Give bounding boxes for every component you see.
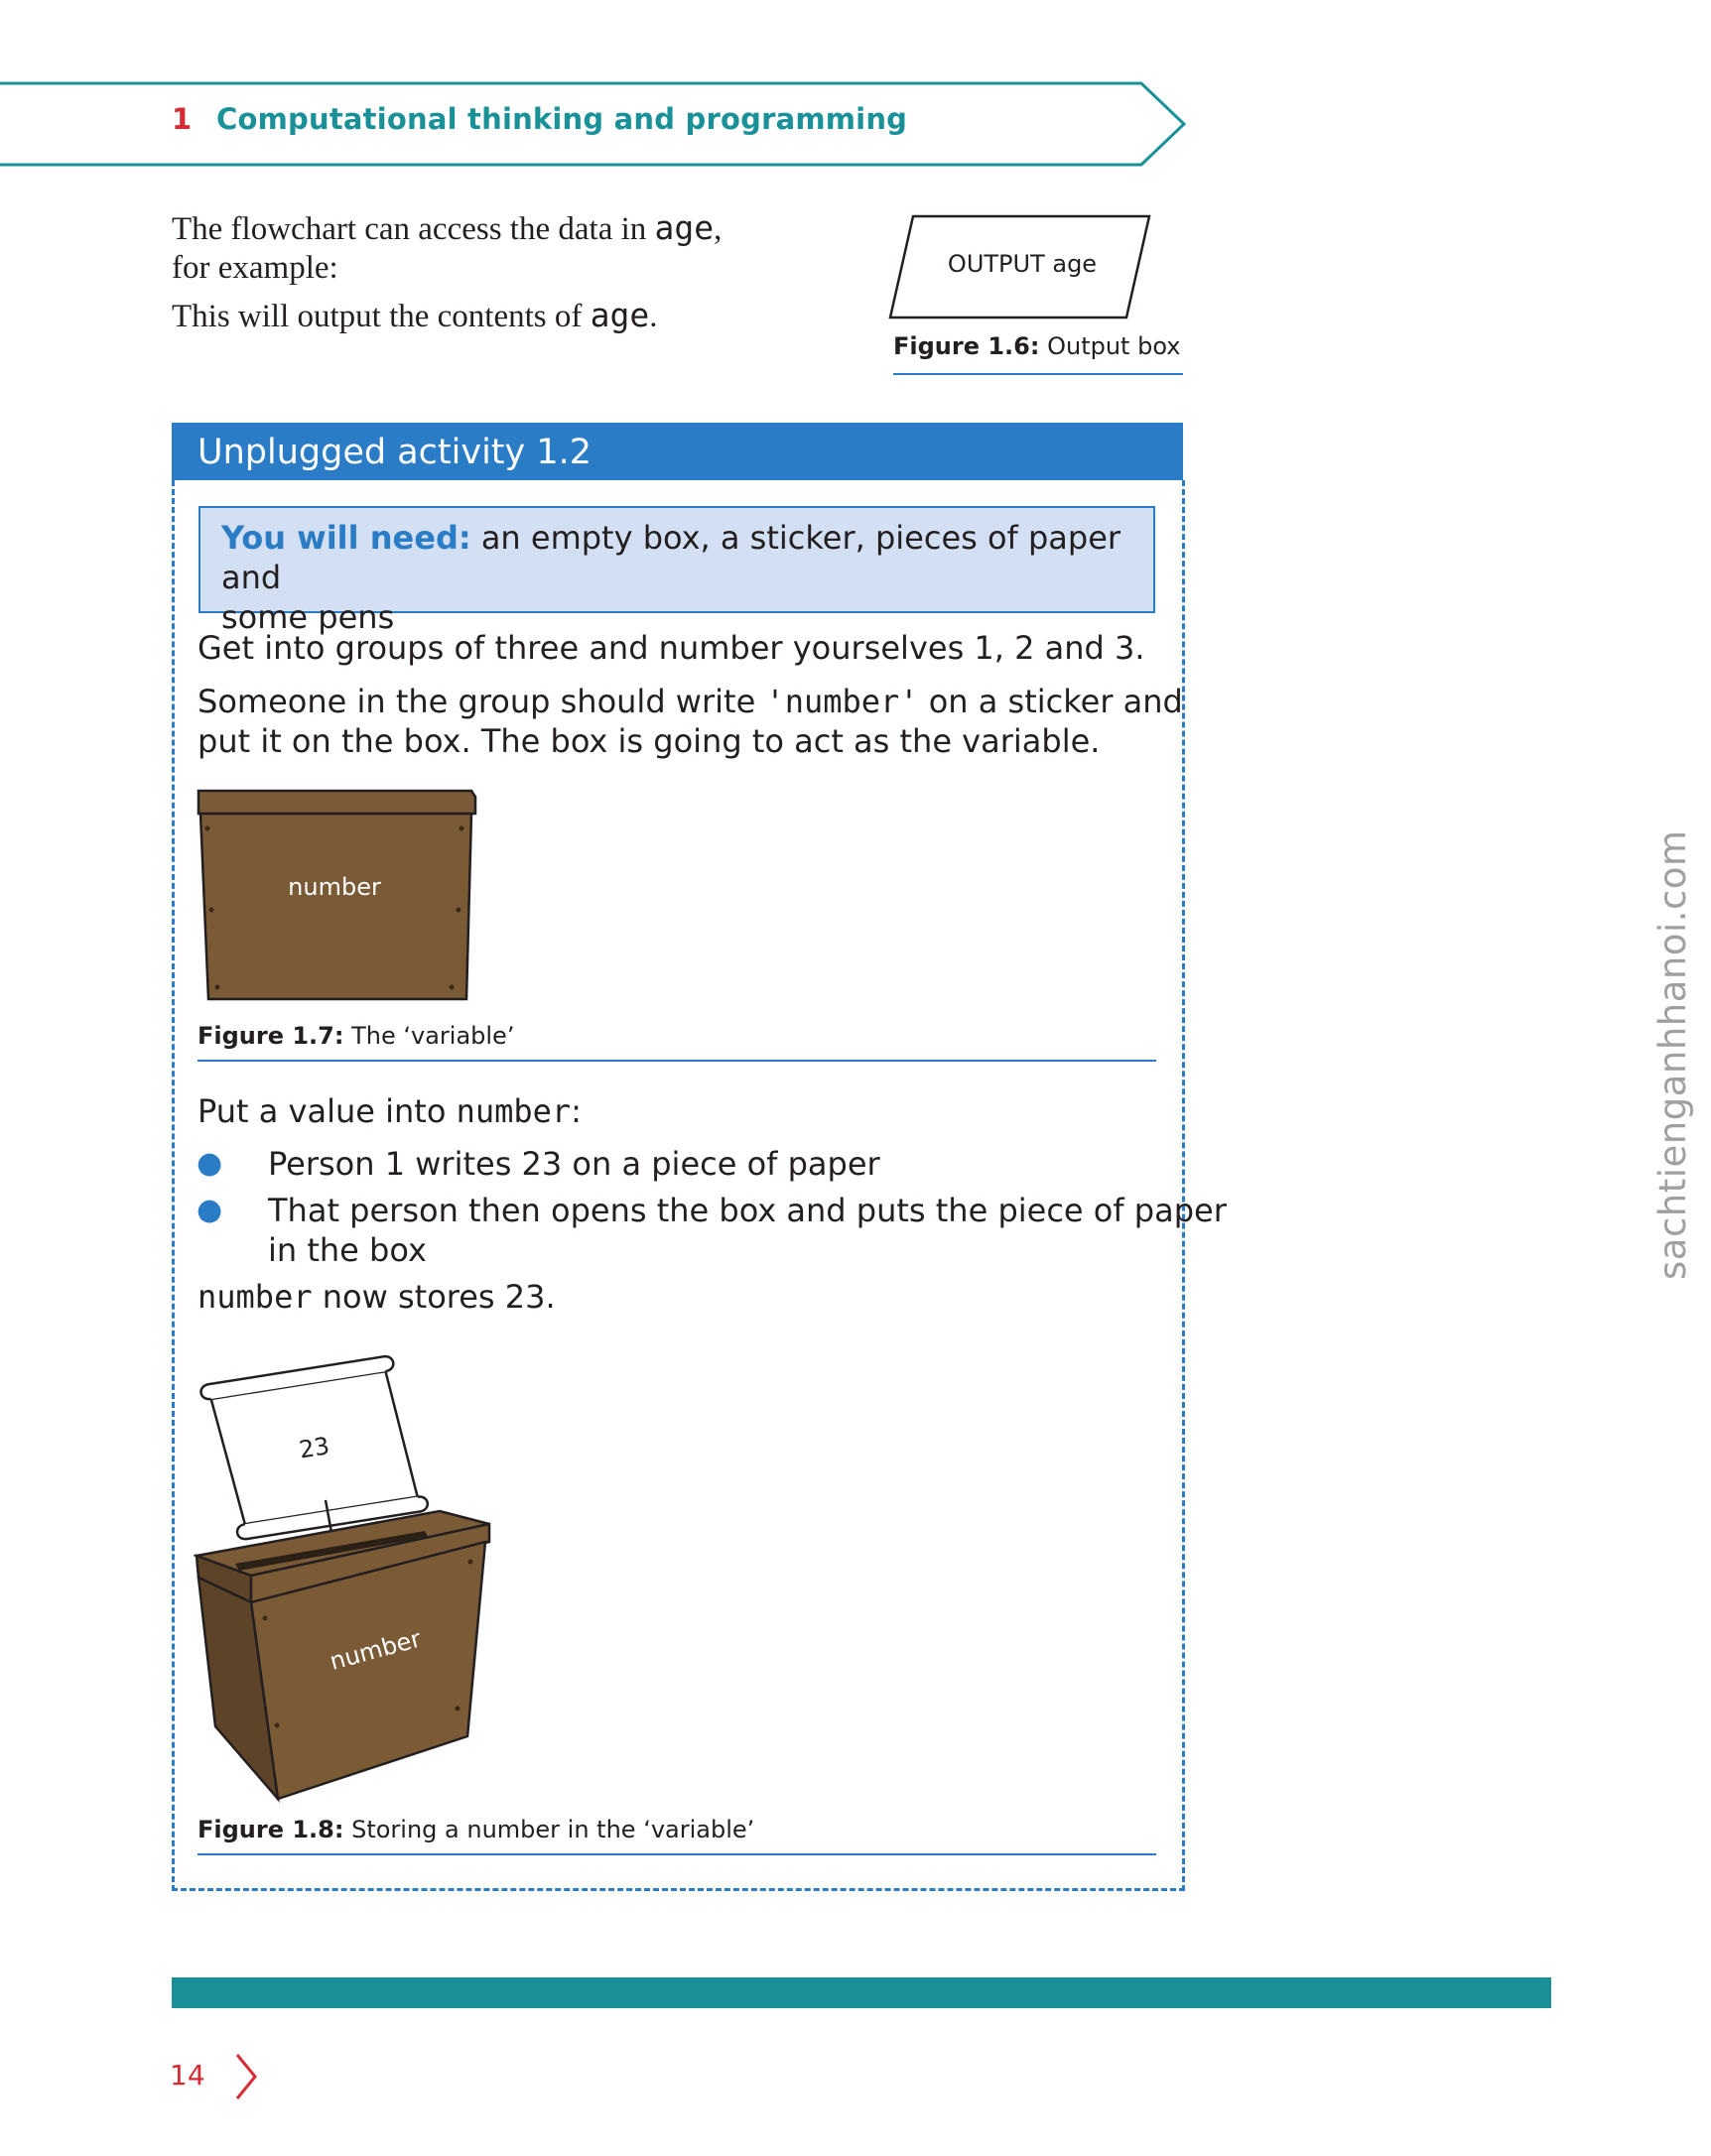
- figure-1-7-caption: Figure 1.7: The ‘variable’: [197, 1022, 515, 1050]
- caption-rule: [893, 373, 1183, 375]
- you-will-need-label: You will need:: [221, 519, 471, 557]
- code-number: number: [197, 1278, 313, 1316]
- bullet-item-2-line-2: in the box: [268, 1231, 427, 1269]
- activity-paragraph-4: number now stores 23.: [197, 1278, 556, 1316]
- activity-paragraph-1: Get into groups of three and number yourselves 1, 2 and 3.: [197, 629, 1145, 667]
- bullet-dot: ●: [197, 1193, 223, 1227]
- intro-line-3: This will output the contents of age.: [172, 296, 658, 334]
- intro-line-1: The flowchart can access the data in age,: [172, 208, 723, 247]
- caption-rule: [197, 1060, 1156, 1062]
- bullet-item-2: That person then opens the box and puts the piece of paper: [268, 1192, 1227, 1229]
- watermark: sachtienganhhanoi.com: [1651, 829, 1694, 1280]
- intro-line-2: for example:: [172, 250, 338, 286]
- chevron-right-icon: [231, 2052, 261, 2101]
- output-box-text: OUTPUT age: [947, 250, 1098, 278]
- you-will-need-text: You will need: an empty box, a sticker, pieces of paper and some pens: [221, 519, 1121, 636]
- bullet-item-1: Person 1 writes 23 on a piece of paper: [268, 1145, 880, 1183]
- paper-value: 23: [297, 1432, 331, 1464]
- code-age: age: [590, 296, 650, 334]
- code-age: age: [654, 208, 715, 247]
- footer-bar: [172, 1977, 1551, 2008]
- chapter-number: 1: [172, 102, 193, 136]
- code-number: number: [456, 1092, 572, 1130]
- chapter-title: Computational thinking and programming: [216, 102, 908, 136]
- figure-1-6-caption: Figure 1.6: Output box: [893, 332, 1181, 360]
- figure-1-8-caption: Figure 1.8: Storing a number in the ‘variable’: [197, 1816, 755, 1843]
- box-label: number: [327, 1624, 425, 1676]
- activity-paragraph-2-line-2: put it on the box. The box is going to act as the variable.: [197, 722, 1101, 760]
- code-number: 'number': [765, 683, 919, 720]
- storing-number-illustration: [194, 1339, 501, 1806]
- bullet-dot: ●: [197, 1146, 223, 1181]
- activity-paragraph-2: Someone in the group should write 'number' on a sticker and: [197, 683, 1183, 720]
- activity-title: Unplugged activity 1.2: [197, 433, 592, 472]
- box-label: number: [288, 873, 381, 901]
- activity-paragraph-3: Put a value into number:: [197, 1092, 582, 1130]
- caption-rule: [197, 1853, 1156, 1855]
- page-number: 14: [170, 2059, 205, 2092]
- paper-scroll: [199, 1353, 428, 1543]
- variable-box-illustration: [194, 789, 481, 1007]
